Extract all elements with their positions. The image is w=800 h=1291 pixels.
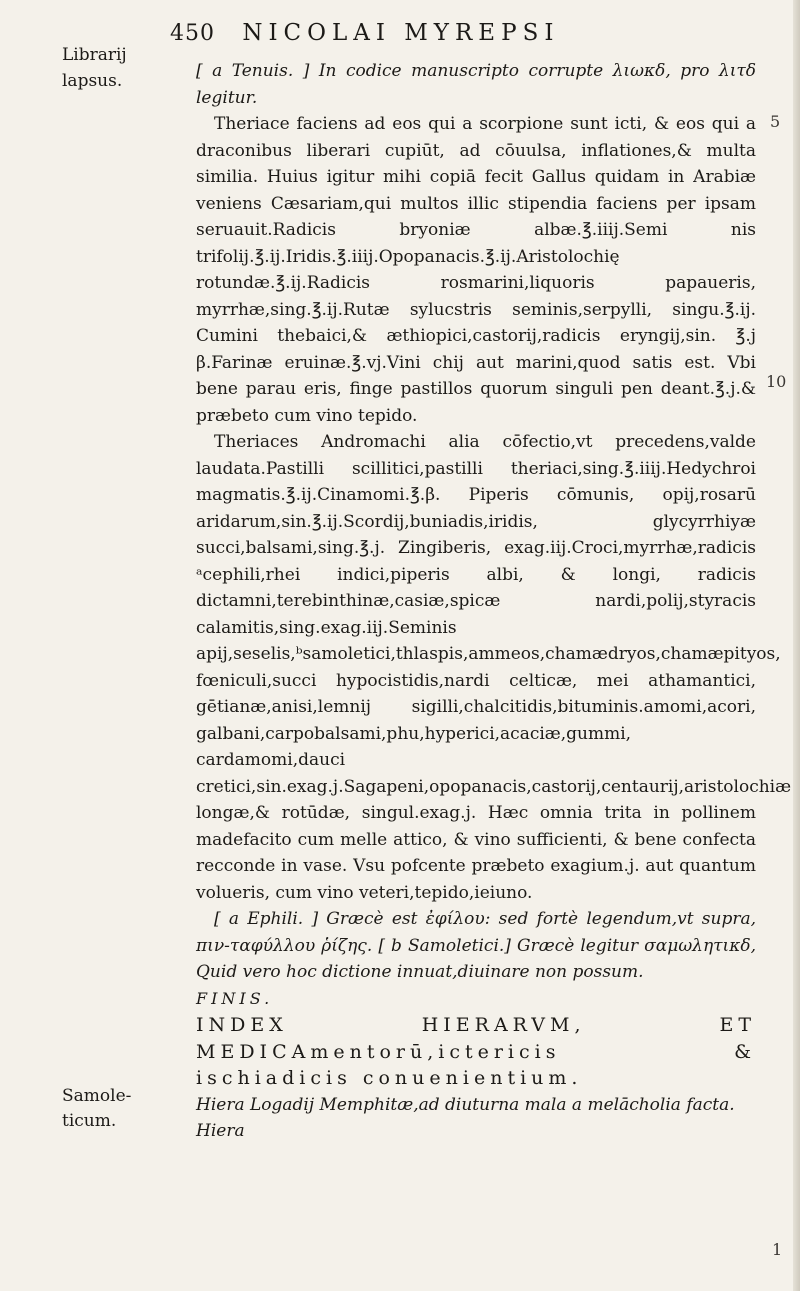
catchword: Hiera: [196, 1121, 245, 1141]
margin-note-samole: Samole-: [62, 1086, 132, 1106]
index-title: INDEX HIERARVM, ET MEDICAmentorū,ictericis & ischiadicis conuenientium.: [196, 1014, 756, 1089]
line-number-5: 5: [770, 112, 781, 131]
page-number: 450: [170, 21, 215, 46]
margin-note-ticum: ticum.: [62, 1111, 117, 1131]
page-header: [170, 20, 730, 46]
hiera-logadij-line: Hiera Logadij Memphitæ,ad diuturna mala a melācholia facta.: [196, 1094, 735, 1115]
note-tenuis: [ a Tenuis. ] In codice manuscripto corrupte λιωκδ, pro λιτδ legitur.: [196, 61, 756, 108]
line-number-1: 1: [772, 1240, 783, 1259]
margin-note-lapsus: lapsus.: [62, 71, 123, 91]
running-title: NICOLAI MYREPSI: [242, 20, 560, 46]
theriace-andromachi-paragraph: Theriaces Andromachi alia cōfectio,vt precedens,valde laudata.Pastilli scillitici,pastilli theriaci,sing.℥.iiij.Hedychroi magmatis.℥.ij.Cinamomi.℥.β. Piperis cōmunis, opij,rosarū aridarum,sin.℥.ij.Scordij,buniadis,iridis, glycyrrhiyæ succi,balsami,sing.℥.j. Zingiberis, exag.iij.Croci,myrrhæ,radicis ᵃcephili,rhei indici,piperis albi, & longi, radicis dictamni,terebinthinæ,casiæ,spicæ nardi,polij,styracis calamitis,sing.exag.iij.Seminis apij,seselis,ᵇsamoletici,thlaspis,ammeos,chamædryos,chamæpityos, fœniculi,succi hypocistidis,nardi celticæ, mei athamantici, gētianæ,anisi,lemnij sigilli,chalcitidis,bituminis.amomi,acori, galbani,carpobalsami,phu,hyperici,acaciæ,gummi, cardamomi,dauci cretici,sin.exag.j.Sagapeni,opopanacis,castorij,centaurij,aristolochiæ longæ,& rotūdæ, singul.exag.j. Hæc omnia trita in pollinem madefacito cum melle attico, & vino sufficienti, & bene confecta recconde in vase. Vsu pofcente præbeto exagium.j. aut quantum volueris, cum vino veteri,tepido,ieiuno.: [196, 432, 792, 903]
finis: FINIS.: [196, 988, 274, 1008]
note-ephili: [ a Ephili. ] Græcè est ἐφίλου: sed fortè legendum,vt supra, πιν-ταφύλλου ῥίζης. [ b Samoletici.] Græcè legitur σαμωλητικδ, Quid vero hoc dictione innuat,diuinare non possum.: [196, 909, 756, 982]
page-edge: [793, 0, 800, 1291]
theriace-scorpion-paragraph: Theriace faciens ad eos qui a scorpione sunt icti, & eos qui a draconibus liberari cupiūt, ad cōuulsa, inflationes,& multa similia. Huius igitur mihi copiā fecit Gallus quidam in Arabiæ veniens Cæsariam,qui multos illic stipendia faciens per ipsam seruauit.Radicis bryoniæ albæ.℥.iiij.Semi nis trifolij.℥.ij.Iridis.℥.iiij.Opopanacis.℥.ij.Aristolochię rotundæ.℥.ij.Radicis rosmarini,liquoris papaueris, myrrhæ,sing.℥.ij.Rutæ sylucstris seminis,serpylli, singu.℥.ij. Cumini thebaici,& æthiopici,castorij,radicis eryngij,sin. ℥.j β.Farinæ eruinæ.℥.vj.Vini chij aut marini,quod satis est. Vbi bene parau eris, finge pastillos quorum singuli pen deant.℥.j.& præbeto cum vino tepido.: [196, 114, 756, 426]
line-number-10: 10: [766, 372, 787, 391]
margin-note-librarij: Librarij: [62, 45, 127, 65]
